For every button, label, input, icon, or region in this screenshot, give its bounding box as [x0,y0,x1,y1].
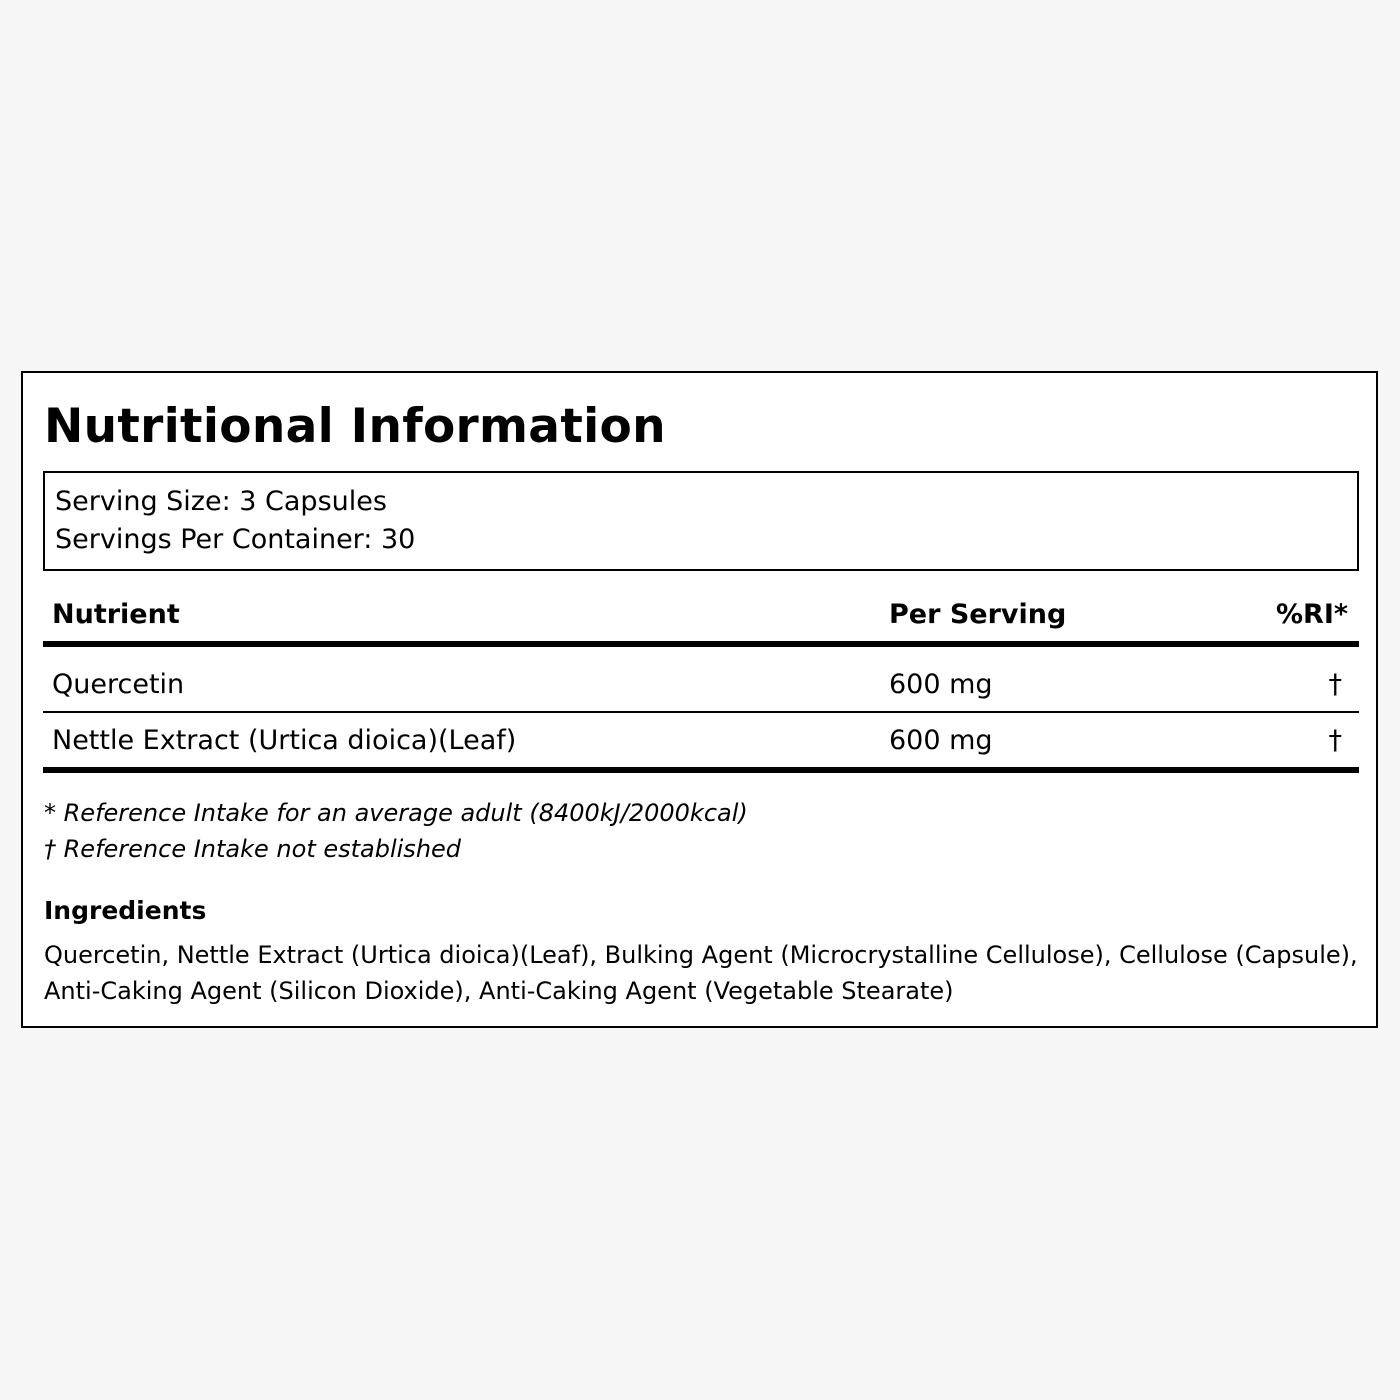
row-nettle-name: Nettle Extract (Urtica dioica)(Leaf) [52,725,517,756]
column-header-nutrient: Nutrient [52,599,180,630]
nutrition-panel [21,371,1378,1028]
ingredients-line-2: Anti-Caking Agent (Silicon Dioxide), Anti-Caking Agent (Vegetable Stearate) [44,977,954,1005]
row-quercetin-amount: 600 mg [889,669,993,700]
footnote-not-established: † Reference Intake not established [44,835,462,863]
panel-title: Nutritional Information [44,399,666,454]
footnote-reference-intake: * Reference Intake for an average adult (8400kJ/2000kcal) [44,799,748,827]
serving-size: Serving Size: 3 Capsules [55,486,387,517]
column-header-per-serving: Per Serving [889,599,1067,630]
row-nettle-amount: 600 mg [889,725,993,756]
row-nettle-ri: † [1328,725,1342,756]
table-bottom-divider [43,767,1359,773]
serving-info-box [43,471,1359,571]
row-divider [43,711,1359,713]
ingredients-line-1: Quercetin, Nettle Extract (Urtica dioica)(Leaf), Bulking Agent (Microcrystalline Cellulose), Cellulose (Capsule), [44,941,1358,969]
column-header-ri: %RI* [1275,599,1348,630]
row-quercetin-ri: † [1328,669,1342,700]
header-divider [43,641,1359,647]
ingredients-heading: Ingredients [44,896,207,925]
servings-per-container: Servings Per Container: 30 [55,524,416,555]
row-quercetin-name: Quercetin [52,669,185,700]
